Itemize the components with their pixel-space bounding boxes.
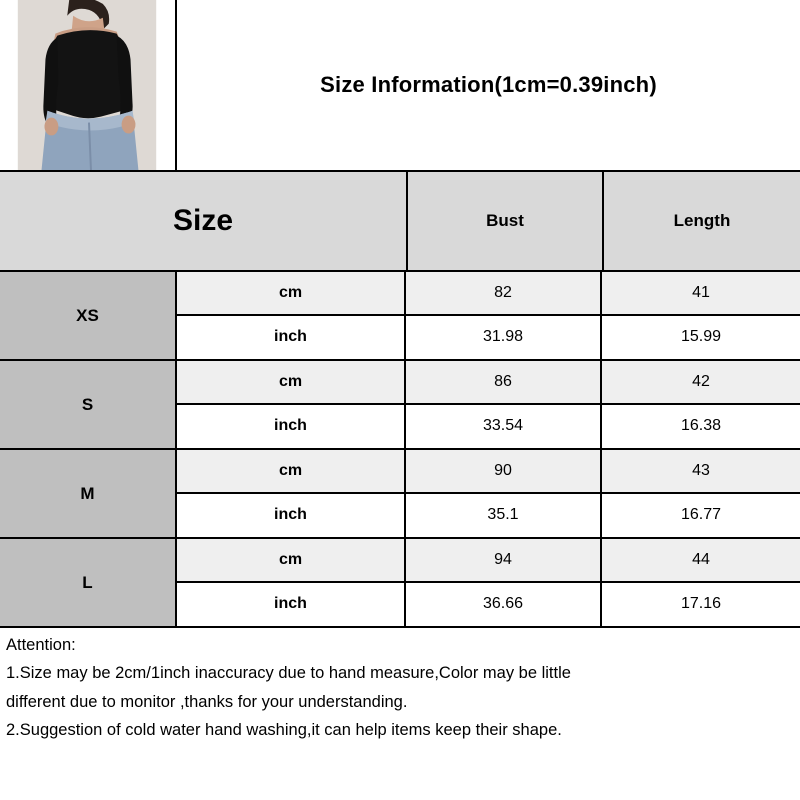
attention-line-2: different due to monitor ,thanks for your understanding. — [6, 692, 408, 711]
bust-cell: 36.66 — [406, 583, 602, 627]
measure-row-cm — [177, 361, 800, 405]
header-row — [0, 0, 800, 172]
unit-cell: inch — [177, 494, 406, 538]
column-header-length: Length — [673, 211, 731, 230]
length-cell: 41 — [692, 283, 710, 301]
unit-cell: inch — [177, 316, 406, 360]
bust-cell: 86 — [406, 361, 602, 403]
length-cell: 16.77 — [680, 506, 722, 524]
table-row — [0, 539, 800, 628]
length-cell: 43 — [692, 461, 710, 479]
unit-cell: cm — [177, 450, 406, 492]
size-label-s: S — [0, 361, 177, 448]
measure-row-cm — [177, 539, 800, 583]
table-row — [0, 450, 800, 539]
bust-cell: 94 — [406, 539, 602, 581]
column-header-size: Size — [0, 172, 408, 270]
unit-cell: cm — [177, 361, 406, 403]
measure-row-inch — [177, 583, 800, 627]
attention-line-3: 2.Suggestion of cold water hand washing,it can help items keep their shape. — [6, 720, 562, 739]
model-photo-icon — [0, 0, 175, 170]
unit-cell: inch — [177, 405, 406, 449]
size-label-xs: XS — [0, 272, 177, 359]
measure-row-cm — [177, 450, 800, 494]
unit-cell: inch — [177, 583, 406, 627]
measure-row-inch — [177, 494, 800, 538]
measure-row-cm — [177, 272, 800, 316]
table-row — [0, 361, 800, 450]
column-header-row — [0, 172, 800, 272]
bust-cell: 90 — [406, 450, 602, 492]
title-cell — [177, 0, 800, 170]
length-cell: 44 — [692, 550, 710, 568]
bust-cell: 33.54 — [406, 405, 602, 449]
page-title: Size Information(1cm=0.39inch) — [320, 72, 657, 97]
bust-cell: 31.98 — [406, 316, 602, 360]
measure-row-inch — [177, 316, 800, 360]
bust-cell: 82 — [406, 272, 602, 314]
length-cell: 17.16 — [680, 595, 722, 613]
bust-cell: 35.1 — [406, 494, 602, 538]
product-photo-cell — [0, 0, 177, 170]
column-header-bust: Bust — [408, 172, 604, 270]
attention-line-1: 1.Size may be 2cm/1inch inaccuracy due to hand measure,Color may be little — [6, 664, 571, 683]
measure-row-inch — [177, 405, 800, 449]
size-label-l: L — [0, 539, 177, 626]
unit-cell: cm — [177, 539, 406, 581]
attention-block — [0, 628, 800, 741]
length-cell: 16.38 — [680, 417, 722, 435]
unit-cell: cm — [177, 272, 406, 314]
length-cell: 42 — [692, 372, 710, 390]
table-row — [0, 272, 800, 361]
attention-heading: Attention: — [6, 636, 76, 654]
size-label-m: M — [0, 450, 177, 537]
length-cell: 15.99 — [680, 328, 722, 346]
table-body — [0, 272, 800, 628]
